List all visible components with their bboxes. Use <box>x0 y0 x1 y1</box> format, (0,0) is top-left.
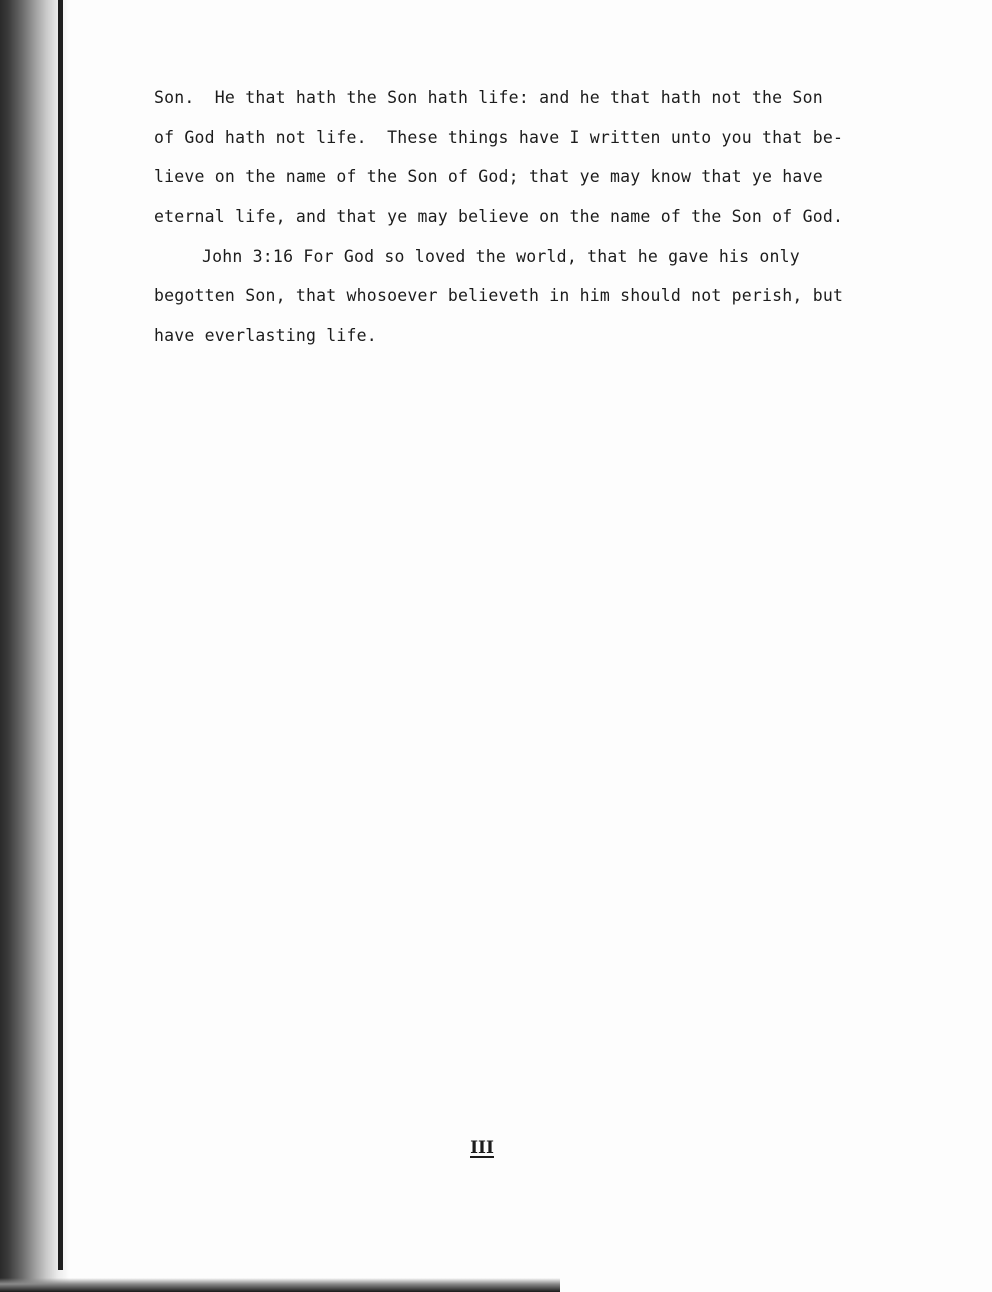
text-line: eternal life, and that ye may believe on the name of the Son of God. <box>154 207 844 227</box>
text-line-verse-start: John 3:16 For God so loved the world, that he gave his only <box>202 246 800 266</box>
bottom-shadow <box>0 1278 560 1292</box>
text-line: lieve on the name of the Son of God; that ye may know that ye have <box>154 167 823 187</box>
body-text <box>154 78 854 356</box>
text-line: Son. He that hath the Son hath life: and he that hath not the Son <box>154 88 823 107</box>
text-line: have everlasting life. <box>154 326 377 346</box>
text-line: of God hath not life. These things have I written unto you that be- <box>154 127 844 147</box>
binding-line <box>58 0 63 1270</box>
page-number: III <box>470 1138 494 1158</box>
text-line: begotten Son, that whosoever believeth in him should not perish, but <box>154 286 844 306</box>
